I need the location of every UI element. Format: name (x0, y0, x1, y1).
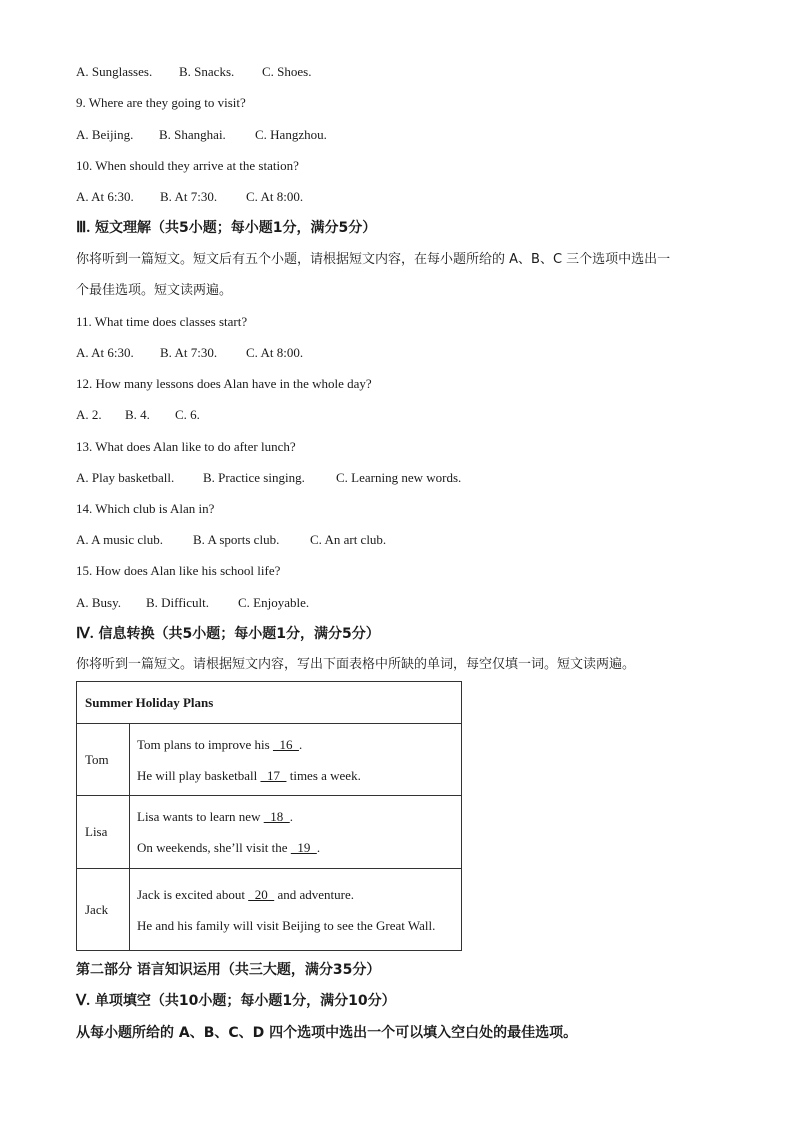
q11-option-c: C. At 8:00. (246, 345, 304, 360)
row-line (137, 729, 461, 760)
q13-options (76, 470, 461, 486)
answer-blank-18: 18 (263, 809, 290, 824)
q15-option-c: C. Enjoyable. (238, 595, 310, 610)
row-text: . (289, 809, 293, 824)
q10-options (76, 189, 303, 205)
q11-option-a: A. At 6:30. (76, 345, 134, 360)
q8-option-c: C. Shoes. (262, 64, 312, 79)
table-header-row (77, 682, 462, 724)
section-4-instruction: 你将听到一篇短文。请根据短文内容，写出下面表格中所缺的单词，每空仅填一词。短文读两遍。 (76, 657, 636, 672)
q10-question: 10. When should they arrive at the station? (76, 158, 299, 173)
table-row (77, 869, 462, 951)
q9-option-c: C. Hangzhou. (255, 127, 327, 142)
q14-options (76, 532, 386, 548)
section-3-numeral: Ⅲ. (76, 220, 91, 236)
row-line (137, 832, 461, 863)
q12-question: 12. How many lessons does Alan have in the whole day? (76, 376, 372, 391)
summer-holiday-plans-table (76, 681, 462, 951)
row-text: . (432, 917, 436, 933)
answer-blank-20: 20 (248, 886, 275, 902)
row-line (137, 910, 461, 941)
section-4-numeral: Ⅳ. (76, 626, 94, 642)
q13-option-b: B. Practice singing. (203, 470, 305, 485)
section-4-heading (76, 625, 380, 643)
q14-option-c: C. An art club. (310, 532, 387, 547)
row-text: On weekends, she’ll visit the (137, 840, 291, 855)
q12-option-b: B. 4. (125, 407, 150, 422)
q14-option-b: B. A sports club. (193, 532, 280, 547)
q12-option-a: A. 2. (76, 407, 102, 422)
q8-options (76, 64, 311, 80)
q8-option-b: B. Snacks. (179, 64, 235, 79)
q9-options (76, 127, 327, 143)
section-5-numeral: Ⅴ. (76, 993, 91, 1009)
section-5-instruction: 从每小题所给的 A、B、C、D 四个选项中选出一个可以填入空白处的最佳选项。 (76, 1025, 578, 1041)
row-text: times a week. (286, 767, 361, 783)
q14-option-a: A. A music club. (76, 532, 164, 547)
q15-question: 15. How does Alan like his school life? (76, 563, 281, 578)
q15-option-b: B. Difficult. (146, 595, 209, 610)
q8-option-a: A. Sunglasses. (76, 64, 153, 79)
table-header: Summer Holiday Plans (77, 682, 462, 724)
row-text: . (298, 736, 303, 752)
q14-question: 14. Which club is Alan in? (76, 501, 215, 516)
row-content (130, 796, 462, 869)
q15-options (76, 595, 309, 611)
row-text: He and his family will visit Beijing to see the Great Wall (137, 917, 433, 933)
answer-blank-16: 16 (272, 736, 299, 752)
row-name: Jack (77, 869, 130, 951)
row-line (137, 801, 461, 832)
q15-option-a: A. Busy. (76, 595, 122, 610)
q11-option-b: B. At 7:30. (160, 345, 218, 360)
q9-option-a: A. Beijing. (76, 127, 134, 142)
q10-option-c: C. At 8:00. (246, 189, 304, 204)
section-4-title: 信息转换（共5小题；每小题1分，满分5分） (98, 626, 380, 642)
table-row (77, 724, 462, 796)
section-5-title: 单项填空（共10小题；每小题1分，满分10分） (94, 993, 396, 1009)
row-text: . (316, 840, 321, 855)
row-line (137, 760, 461, 791)
q13-option-a: A. Play basketball. (76, 470, 175, 485)
q12-options (76, 407, 200, 423)
row-content (130, 869, 462, 951)
row-text: Tom plans to improve his (137, 736, 273, 752)
q9-option-b: B. Shanghai. (159, 127, 226, 142)
row-content (130, 724, 462, 796)
q10-option-b: B. At 7:30. (160, 189, 218, 204)
q12-option-c: C. 6. (175, 407, 200, 422)
row-name: Tom (77, 724, 130, 796)
q13-question: 13. What does Alan like to do after lunch? (76, 439, 296, 454)
table-row (77, 796, 462, 869)
answer-blank-17: 17 (260, 767, 287, 783)
row-text: Jack is excited about (137, 886, 249, 902)
answer-blank-19: 19 (290, 840, 317, 855)
section-3-instruction-line-1: 你将听到一篇短文。短文后有五个小题，请根据短文内容，在每小题所给的 A、B、C 三个选项中选出一 (76, 252, 671, 267)
row-name: Lisa (77, 796, 130, 869)
q10-option-a: A. At 6:30. (76, 189, 134, 204)
section-3-title: 短文理解（共5小题；每小题1分，满分5分） (94, 220, 377, 236)
row-text: Lisa wants to learn new (137, 809, 264, 824)
q11-question: 11. What time does classes start? (76, 314, 248, 329)
q11-options (76, 345, 303, 361)
row-line (137, 879, 461, 910)
q13-option-c: C. Learning new words. (336, 470, 462, 485)
part-2-heading: 第二部分 语言知识运用（共三大题，满分35分） (76, 962, 381, 978)
section-3-heading (76, 219, 376, 237)
section-5-heading (76, 992, 396, 1010)
q9-question: 9. Where are they going to visit? (76, 95, 246, 110)
row-text: He will play basketball (137, 767, 261, 783)
row-text: and adventure. (274, 886, 354, 902)
section-3-instruction-line-2: 个最佳选项。短文读两遍。 (76, 283, 233, 298)
